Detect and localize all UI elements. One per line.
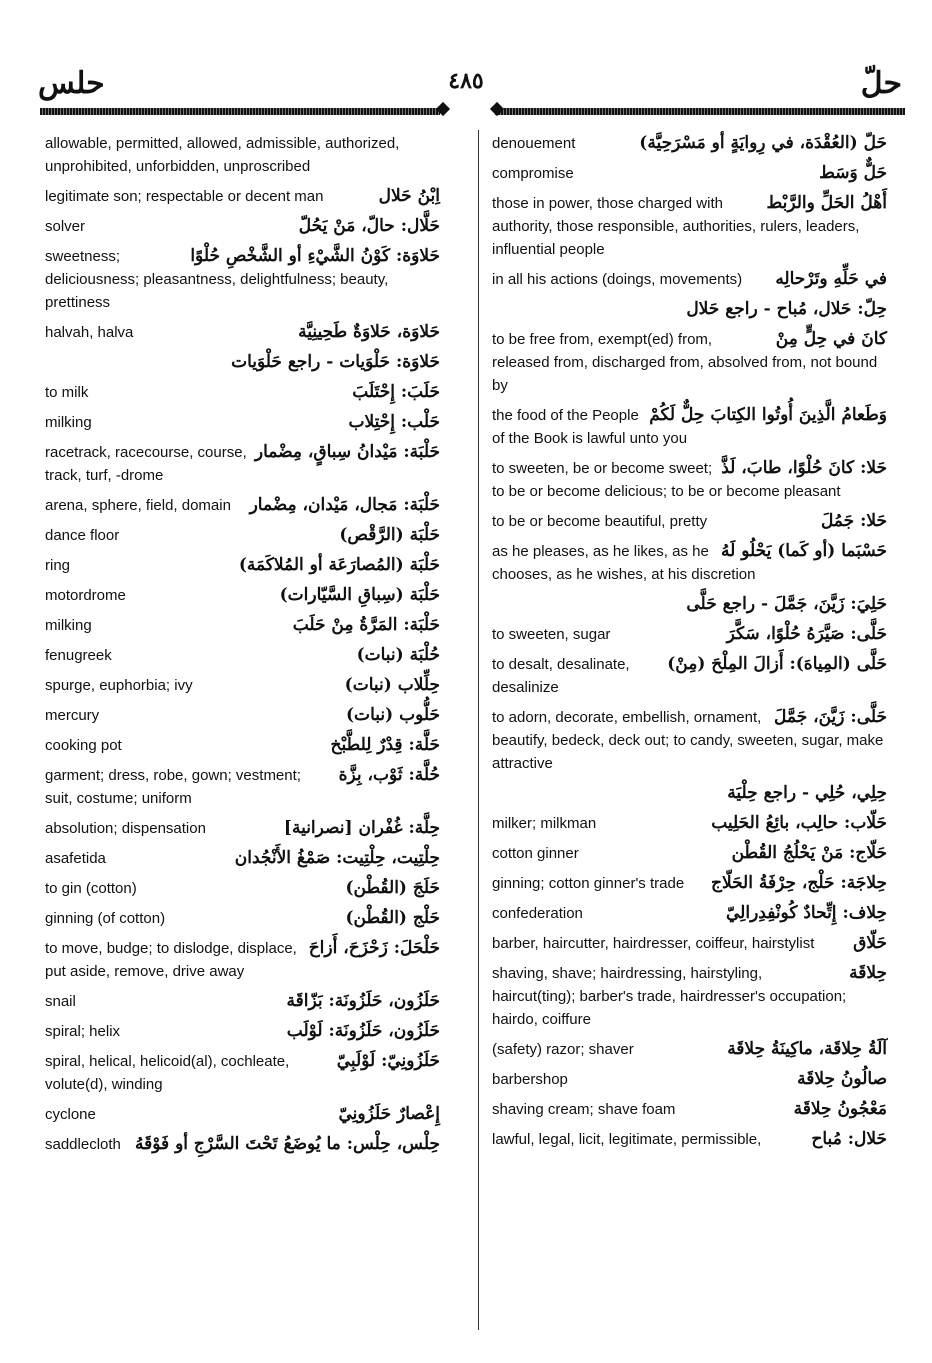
dictionary-entry (492, 872, 887, 895)
arabic-headword: حُلْبَة (نبات) (356, 645, 440, 665)
arabic-headword: حَلّ (العُقْدَة، في رِوايَةٍ أو مَسْرَحِيَّة) (639, 133, 887, 153)
arabic-headword: حَلَّة: قِدْرٌ لِلطَّبْخ (330, 735, 440, 755)
dictionary-entry (492, 1128, 887, 1151)
dictionary-entry (492, 510, 887, 533)
arabic-headword: حِلْس، حِلْس: ما يُوضَعُ تَحْتَ السَّرْجِ أو فَوْقَهُ (135, 1134, 440, 1154)
english-definition: to move, budge; to dislodge, displace, put aside, remove, drive away (45, 940, 297, 980)
arabic-headword: حِلاجَة: حَلْج، حِرْفَةُ الحَلّاج (710, 873, 887, 893)
arabic-headword: حَلْبَة: مَجال، مَيْدان، مِضْمار (249, 495, 440, 515)
dictionary-entry (492, 298, 887, 321)
dictionary-entry (45, 614, 440, 637)
dictionary-entry (492, 706, 887, 775)
dictionary-entry (45, 734, 440, 757)
english-definition: milker; milkman (492, 815, 597, 832)
dictionary-entry (45, 215, 440, 238)
arabic-headword: حَلَّى: زَيَّنَ، جَمَّلَ (774, 707, 887, 727)
english-definition: compromise (492, 165, 574, 182)
arabic-headword: حَلَّال: حالّ، مَنْ يَحُلّ (298, 216, 440, 236)
english-definition: those in power, those charged with authority, those responsible, authorities, rulers, leaders, influential people (492, 195, 860, 258)
arabic-headword: حَسْبَما (أو كَما) يَحْلُو لَهُ (720, 541, 887, 561)
arabic-headword: حَلا: كانَ حُلْوًا، طابَ، لَذَّ (721, 458, 887, 478)
english-definition: cyclone (45, 1106, 96, 1123)
page-number: ٤٨٥ (448, 68, 484, 94)
dictionary-entry (45, 704, 440, 727)
english-definition: ginning; cotton ginner's trade (492, 875, 685, 892)
arabic-headword: حِلِي، حُلِي - راجع حِلْيَة (727, 783, 887, 803)
dictionary-entry (492, 932, 887, 955)
arabic-headword: حَلاوَة: حَلْوَيات - راجع حَلْوَيات (231, 352, 440, 372)
right-running-head: حلّ (860, 66, 902, 101)
english-definition: solver (45, 218, 86, 235)
dictionary-entry (492, 782, 887, 805)
english-definition: shaving, shave; hairdressing, hairstyling, haircut(ting); barber's trade, hairdresser's occupation; hairdo, coiffure (492, 965, 847, 1028)
english-definition: lawful, legal, licit, legitimate, permissible, (492, 1131, 762, 1148)
dictionary-entry (45, 351, 440, 374)
arabic-headword: حِلَّة: غُفْران [نصرانية] (283, 818, 440, 838)
english-definition: mercury (45, 707, 100, 724)
dictionary-entry (492, 1098, 887, 1121)
arabic-headword: حَلْبَة (الرَّقْص) (339, 525, 440, 545)
english-definition: as he pleases, as he likes, as he chooses, as he wishes, at his discretion (492, 543, 756, 583)
english-definition: fenugreek (45, 647, 112, 664)
arabic-headword: حَلّاق (853, 933, 887, 953)
arabic-headword: حَلَّى (المِياهَ): أَزالَ المِلْحَ (مِنْ) (667, 654, 887, 674)
english-definition: barber, haircutter, hairdresser, coiffeur, hairstylist (492, 935, 815, 952)
dictionary-entry (45, 321, 440, 344)
english-definition: racetrack, racecourse, course, track, turf, -drome (45, 444, 247, 484)
english-definition: the food of the People of the Book is lawful unto you (492, 407, 688, 447)
english-definition: legitimate son; respectable or decent man (45, 188, 324, 205)
dictionary-entry (492, 902, 887, 925)
dictionary-entry (45, 1050, 440, 1096)
english-definition: ginning (of cotton) (45, 910, 166, 927)
dictionary-entry (45, 1133, 440, 1156)
dictionary-entry (492, 192, 887, 261)
english-definition: to sweeten, sugar (492, 626, 611, 643)
dictionary-entry (45, 877, 440, 900)
english-definition: to gin (cotton) (45, 880, 137, 897)
arabic-headword: حِلْتِيت، حِلْتِيت: صَمْغُ الأَنْجُدان (234, 848, 440, 868)
right-column (492, 132, 887, 1158)
dictionary-entry (492, 404, 887, 450)
english-definition: sweetness; deliciousness; pleasantness, delightfulness; beauty, prettiness (45, 248, 389, 311)
arabic-headword: حِلّ: حَلال، مُباح - راجع حَلال (686, 299, 887, 319)
english-definition: spiral, helical, helicoid(al), cochleate, volute(d), winding (45, 1053, 290, 1093)
dictionary-entry (492, 268, 887, 291)
dictionary-entry (45, 644, 440, 667)
header-rule-left (40, 108, 440, 115)
arabic-headword: حَلُّوب (نبات) (346, 705, 440, 725)
english-definition: arena, sphere, field, domain (45, 497, 231, 514)
arabic-headword: حِلاف: إِتِّحادٌ كُونْفِدِرالِيّ (726, 903, 887, 923)
arabic-headword: حَلاوَة، حَلاوَةٌ طَحِينِيَّة (298, 322, 440, 342)
dictionary-entry (492, 162, 887, 185)
english-definition: ring (45, 557, 71, 574)
dictionary-entry (45, 847, 440, 870)
dictionary-entry (45, 524, 440, 547)
dictionary-entry (45, 411, 440, 434)
arabic-headword: حَلْحَلَ: زَحْزَحَ، أَزاحَ (308, 938, 440, 958)
english-definition: to sweeten, be or become sweet; to be or become delicious; to be or become pleasant (492, 460, 841, 500)
arabic-headword: حَلْبَة: مَيْدانُ سِباقٍ، مِضْمار (254, 442, 440, 462)
column-divider (478, 130, 479, 1330)
dictionary-entry (492, 1038, 887, 1061)
english-definition: in all his actions (doings, movements) (492, 271, 743, 288)
dictionary-entry (492, 593, 887, 616)
dictionary-entry (45, 937, 440, 983)
english-definition: milking (45, 414, 92, 431)
dictionary-entry (492, 623, 887, 646)
left-column (45, 132, 440, 1163)
english-definition: denouement (492, 135, 576, 152)
arabic-headword: حَلَزُونِيّ: لَوْلَبِيّ (336, 1051, 440, 1071)
english-definition: cooking pot (45, 737, 122, 754)
dictionary-entry (45, 381, 440, 404)
dictionary-entry (492, 842, 887, 865)
dictionary-entry (45, 817, 440, 840)
arabic-headword: كانَ في حِلٍّ مِنْ (775, 329, 887, 349)
dictionary-entry (45, 764, 440, 810)
english-definition: saddlecloth (45, 1136, 121, 1153)
dictionary-entry (45, 1103, 440, 1126)
english-definition: shaving cream; shave foam (492, 1101, 676, 1118)
arabic-headword: حَلال: مُباح (811, 1129, 887, 1149)
english-definition: motordrome (45, 587, 126, 604)
arabic-headword: حَلَزُون، حَلَزُونَة: لَوْلَب (286, 1021, 440, 1041)
dictionary-entry (45, 584, 440, 607)
arabic-headword: حَلا: جَمُلَ (820, 511, 887, 531)
english-definition: garment; dress, robe, gown; vestment; suit, costume; uniform (45, 767, 301, 807)
arabic-headword: حَلْب: إِحْتِلاب (348, 412, 440, 432)
arabic-headword: حَلٌّ وَسَط (819, 163, 887, 183)
arabic-headword: حَلْج (القُطْن) (345, 908, 440, 928)
dictionary-entry (45, 245, 440, 314)
arabic-headword: اِبْنُ حَلال (378, 186, 440, 206)
arabic-headword: حَلِيَ: زَيَّنَ، جَمَّلَ - راجع حَلَّى (686, 594, 887, 614)
dictionary-entry (492, 653, 887, 699)
english-definition: (safety) razor; shaver (492, 1041, 634, 1058)
arabic-headword: حَلَبَ: إِحْتَلَبَ (352, 382, 440, 402)
left-running-head: حلس (38, 66, 105, 101)
arabic-headword: إِعْصارٌ حَلَزُونِيّ (338, 1104, 440, 1124)
arabic-headword: حَلْبَة: المَرَّةُ مِنْ حَلَبَ (292, 615, 440, 635)
dictionary-entry (492, 540, 887, 586)
english-definition: to desalt, desalinate, desalinize (492, 656, 630, 696)
dictionary-entry (45, 554, 440, 577)
arabic-headword: حَلَّى: صَيَّرَهُ حُلْوًا، سَكَّرَ (726, 624, 887, 644)
dictionary-entry (492, 962, 887, 1031)
dictionary-entry (45, 441, 440, 487)
english-definition: spiral; helix (45, 1023, 121, 1040)
arabic-headword: حِلاقَة (849, 963, 887, 983)
english-definition: milking (45, 617, 92, 634)
arabic-headword: حَلْبَة (سِباقِ السَّيّارات) (279, 585, 440, 605)
english-definition: dance floor (45, 527, 120, 544)
dictionary-entry (45, 990, 440, 1013)
english-definition: to adorn, decorate, embellish, ornament, beautify, bedeck, deck out; to candy, sweeten, sugar, make attractive (492, 709, 884, 772)
header-rule-right (495, 108, 905, 115)
arabic-headword: مَعْجُونُ حِلاقَة (793, 1099, 887, 1119)
english-definition: cotton ginner (492, 845, 579, 862)
arabic-headword: حَلاوَة: كَوْنُ الشَّيْءِ أو الشَّخْصِ حُلْوًا (190, 246, 440, 266)
dictionary-entry (45, 907, 440, 930)
dictionary-entry (492, 132, 887, 155)
dictionary-entry (45, 674, 440, 697)
english-definition: asafetida (45, 850, 106, 867)
page-header (0, 60, 932, 120)
arabic-headword: حَلَجَ (القُطْن) (345, 878, 440, 898)
dictionary-entry (492, 457, 887, 503)
arabic-headword: صالُونُ حِلاقَة (797, 1069, 887, 1089)
english-definition: allowable, permitted, allowed, admissible, authorized, unprohibited, unforbidden, unproscribed (45, 135, 400, 175)
dictionary-entry (45, 494, 440, 517)
arabic-headword: حَلْبَة (المُصارَعَة أو المُلاكَمَة) (238, 555, 440, 575)
english-definition: barbershop (492, 1071, 568, 1088)
arabic-headword: حِلِّلاب (نبات) (344, 675, 440, 695)
arabic-headword: أَهْلُ الحَلِّ والرَّبْط (766, 193, 887, 213)
arabic-headword: حَلّاب: حالِب، بائِعُ الحَلِيب (711, 813, 887, 833)
english-definition: to be free from, exempt(ed) from, released from, discharged from, absolved from, not bound by (492, 331, 878, 394)
arabic-headword: في حَلِّهِ وتَرْحالِه (775, 269, 887, 289)
arabic-headword: حَلَزُون، حَلَزُونَة: بَزّاقَة (286, 991, 440, 1011)
english-definition: absolution; dispensation (45, 820, 206, 837)
arabic-headword: آلَةُ حِلاقَة، ماكِينَةُ حِلاقَة (727, 1039, 887, 1059)
english-definition: confederation (492, 905, 583, 922)
arabic-headword: حَلّاج: مَنْ يَحْلُجُ القُطْن (731, 843, 887, 863)
dictionary-entry (492, 328, 887, 397)
english-definition: to milk (45, 384, 89, 401)
dictionary-entry (45, 1020, 440, 1043)
dictionary-entry (45, 185, 440, 208)
dictionary-entry (492, 812, 887, 835)
english-definition: to be or become beautiful, pretty (492, 513, 708, 530)
dictionary-entry (492, 1068, 887, 1091)
dictionary-entry (45, 132, 440, 178)
english-definition: snail (45, 993, 76, 1010)
arabic-headword: وَطَعامُ الَّذِينَ أُوتُوا الكِتابَ حِلٌّ لَكُمْ (649, 405, 887, 425)
arabic-headword: حُلَّة: ثَوْب، بِزَّة (338, 765, 440, 785)
english-definition: halvah, halva (45, 324, 134, 341)
english-definition: spurge, euphorbia; ivy (45, 677, 193, 694)
